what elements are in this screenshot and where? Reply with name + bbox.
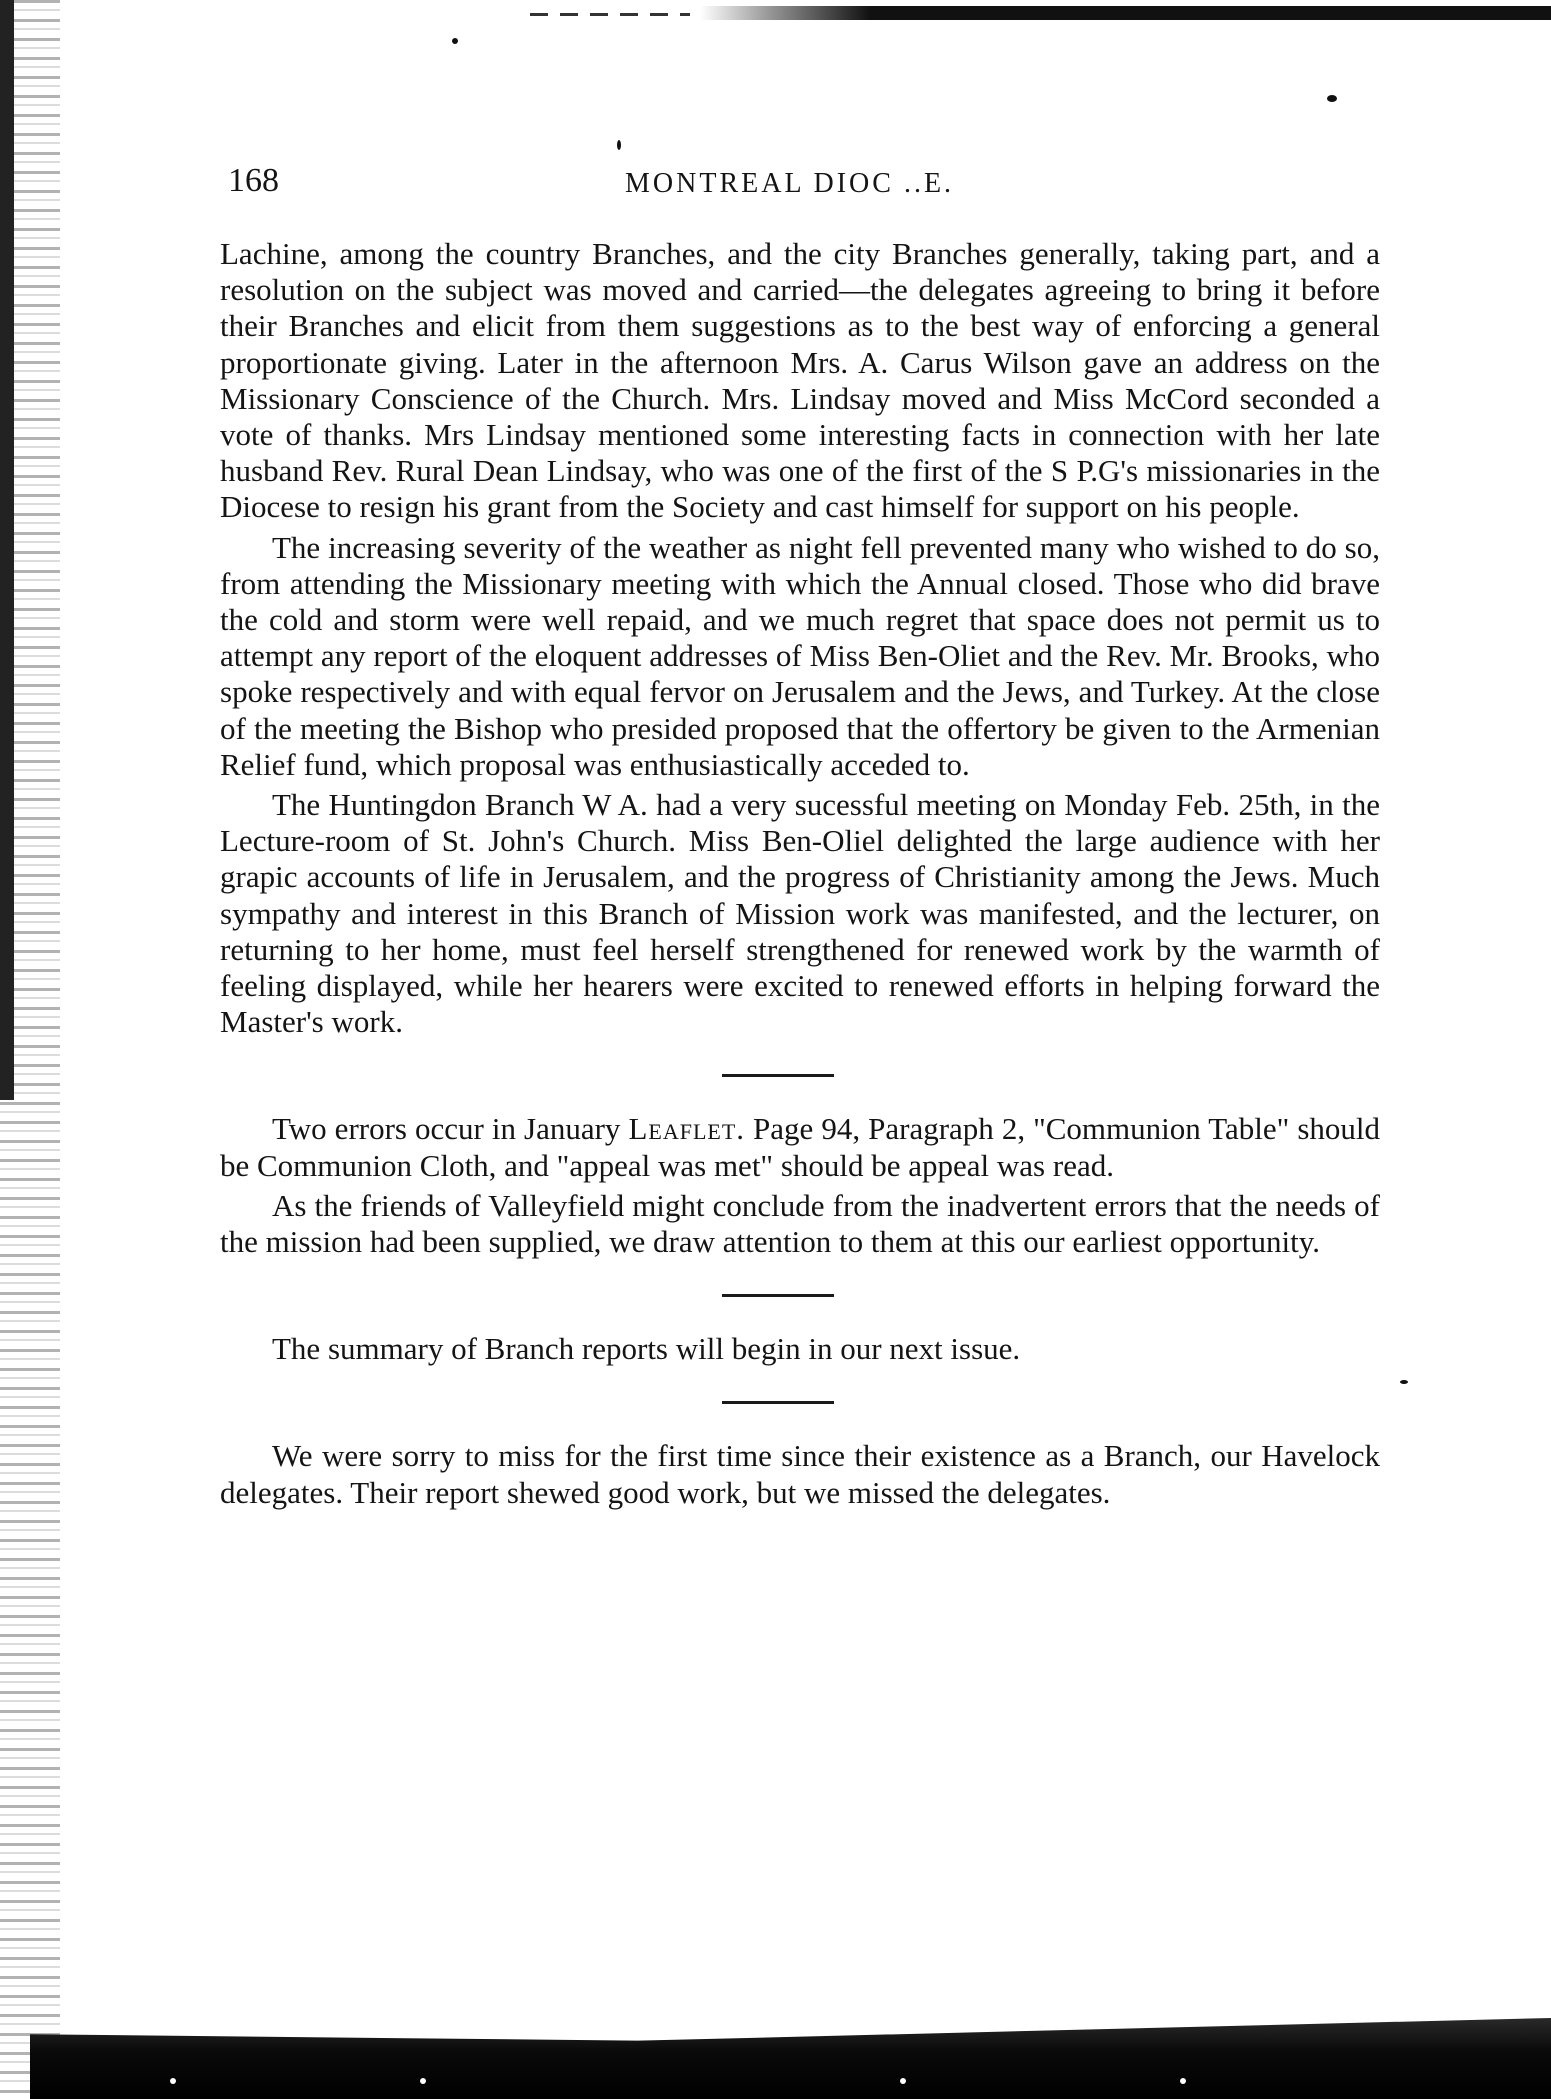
section-divider xyxy=(722,1401,834,1404)
scan-speck xyxy=(1180,2078,1186,2084)
scan-speck xyxy=(1327,95,1337,102)
errata-text-end: Page 94, Paragraph 2, "Communion Table" should be Communion Cloth, and "appeal was met" should be appeal was read. xyxy=(220,1111,1380,1183)
scan-speck xyxy=(617,140,621,150)
scan-speck xyxy=(420,2078,426,2084)
page-number: 168 xyxy=(228,162,279,199)
running-head: MONTREAL DIOC ..E. xyxy=(625,168,955,199)
scan-speck xyxy=(170,2078,176,2084)
paragraph-huntingdon: The Huntingdon Branch W A. had a very sucessful meeting on Monday Feb. 25th, in the Lecture-room of St. John's Church. Miss Ben-Oliel delighted the large audience with her grapic accounts of life in Jerusalem, and the progress of Christianity among the Jews. Much sympathy and interest in this Branch of Mission work was manifested, and the lecturer, on returning to her home, must feel herself strengthened for renewed work by the warmth of feeling displayed, while her hearers were excited to renewed efforts in helping forward the Master's work. xyxy=(220,787,1380,1040)
section-divider xyxy=(722,1074,834,1077)
scan-speck xyxy=(1400,1380,1408,1384)
paragraph-havelock: We were sorry to miss for the first time since their existence as a Branch, our Havelock delegates. Their report shewed good work, but we missed the delegates. xyxy=(220,1438,1380,1510)
paragraph-lachine: Lachine, among the country Branches, and the city Branches generally, taking part, and a resolution on the subject was moved and carried—the delegates agreeing to bring it before their Branches and elicit from them suggestions as to the best way of enforcing a general proportionate giving. Later in the afternoon Mrs. A. Carus Wilson gave an address on the Missionary Conscience of the Church. Mrs. Lindsay moved and Miss McCord seconded a vote of thanks. Mrs Lindsay mentioned some interesting facts in connection with her late husband Rev. Rural Dean Lindsay, who was one of the first of the S P.G's missionaries in the Diocese to resign his grant from the Society and cast himself for support on his people. xyxy=(220,236,1380,525)
scan-border-bottom xyxy=(30,2018,1551,2099)
article-body xyxy=(220,236,1380,1511)
section-divider xyxy=(722,1294,834,1297)
page-content xyxy=(220,150,1380,1511)
errata-text-start: Two errors occur in January xyxy=(272,1111,629,1147)
paragraph-errata xyxy=(220,1111,1380,1183)
scan-border-left-solid xyxy=(0,0,14,1100)
paragraph-weather: The increasing severity of the weather as night fell prevented many who wished to do so, from attending the Missionary meeting with which the Annual closed. Those who did brave the cold and storm were well repaid, and we much regret that space does not permit us to attempt any report of the eloquent addresses of Miss Ben-Oliet and the Rev. Mr. Brooks, who spoke respectively and with equal fervor on Jerusalem and the Jews, and Turkey. At the close of the meeting the Bishop who presided proposed that the offertory be given to the Armenian Relief fund, which proposal was enthusiastically acceded to. xyxy=(220,529,1380,782)
paragraph-valleyfield: As the friends of Valleyfield might conclude from the inadvertent errors that the needs of the mission had been supplied, we draw attention to them at this our earliest opportunity. xyxy=(220,1187,1380,1260)
scan-speck xyxy=(900,2078,906,2084)
scan-speck xyxy=(452,38,458,44)
leaflet-title: Leaflet. xyxy=(628,1111,746,1147)
paragraph-summary-notice: The summary of Branch reports will begin in our next issue. xyxy=(272,1331,1021,1367)
scan-artifact-top xyxy=(530,13,690,16)
scan-border-top xyxy=(700,6,1551,20)
page-header xyxy=(220,150,1380,210)
